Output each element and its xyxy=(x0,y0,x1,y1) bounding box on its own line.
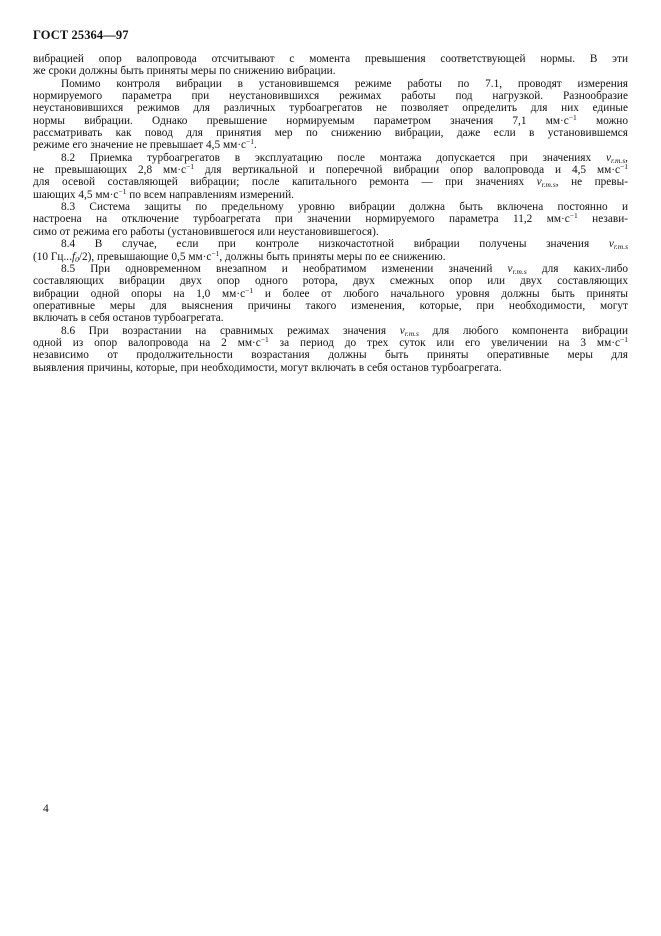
paragraph-transient-modes xyxy=(33,78,628,152)
paragraph-8-2 xyxy=(33,152,628,201)
text-line: 8.3 Система защиты по предельному уровню вибрации должна быть включена постоянно и xyxy=(61,201,628,214)
text-line: составляющих вибрации двух опор одного ротора, двух смежных опор или двух составляющих xyxy=(33,275,628,288)
text-line: включать в себя останов турбоагрегата. xyxy=(33,312,224,325)
text-line: одной из опор валопровода на 2 $мм\cdot с^{-1}$ за период до трех суток или его увеличении на 3 $мм\cdot с^{-1}$ xyxy=(33,334,628,349)
text-line: неустановившихся режимов для различных турбоагрегатов не позволяет определить для них единые xyxy=(33,102,628,115)
text-line: режиме его значение не превышает 4,5 $мм\cdot с^{-1}$. xyxy=(33,137,257,152)
text-line: 8.6 При возрастании на сравнимых режимах значения $v_{r.m.s}$ для любого компонента вибрации xyxy=(61,324,629,338)
text-line: же сроки должны быть приняты меры по снижению вибрации. xyxy=(33,65,336,78)
text-line: для осевой составляющей вибрации; после капитального ремонта — при значениях $v_{r.m.s}$, не превы- xyxy=(33,176,628,190)
text-line: не превышающих 2,8 $мм\cdot с^{-1}$ для вертикальной и поперечной вибрации опор валопровода и 4,5 $мм\cdot с^{-1}$ xyxy=(33,162,628,177)
paragraph-continuation xyxy=(33,53,628,78)
document-body xyxy=(33,53,628,374)
text-line: вибрацией опор валопровода отсчитывают с момента превышения соответствующей нормы. В эти xyxy=(33,53,628,65)
text-line: Помимо контроля вибрации в установившемся режиме работы по 7.1, проводят измерения xyxy=(61,77,628,90)
text-line: симо от режима его работы (установившегося или неустановившегося). xyxy=(33,225,379,238)
text-line: нормируемого параметра при неустановившихся режимах работы под нагрузкой. Разнообразие xyxy=(33,90,628,103)
paragraph-8-6 xyxy=(33,325,628,374)
text-line: 8.4 В случае, если при контроле низкочастотной вибрации получены значения $v_{r.m.s}$ xyxy=(61,238,629,252)
page-number: 4 xyxy=(43,803,49,815)
text-line: независимо от продолжительности возрастания должны быть приняты оперативные меры для xyxy=(33,349,628,362)
paragraph-8-5 xyxy=(33,263,628,325)
text-line: (10 $Гц...f_0/2$), превышающие 0,5 $мм\cdot с^{-1}$, должны быть приняты меры по ее снижению. xyxy=(33,248,446,264)
text-line: настроена на отключение турбоагрегата при значении нормируемого параметра 11,2 $мм\cdot с^{-1}$ незави- xyxy=(33,211,628,226)
text-line: 8.5 При одновременном внезапном и необратимом изменении значений $v_{r.m.s}$ для каких-либо xyxy=(61,262,628,276)
text-line: нормы вибрации. Однако превышение нормируемым параметром значения 7,1 $мм\cdot с^{-1}$ можно xyxy=(33,112,628,127)
text-line: 8.2 Приемка турбоагрегатов в эксплуатацию после монтажа допускается при значениях $v_{r.m.s}$, xyxy=(61,151,628,165)
paragraph-8-3 xyxy=(33,201,628,238)
text-line: шающих 4,5 $мм\cdot с^{-1}$ по всем направлениям измерений. xyxy=(33,186,294,201)
text-line: вибрации одной опоры на 1,0 $мм\cdot с^{-1}$ и более от любого начального уровня должны быть приняты xyxy=(33,285,628,300)
text-line: оперативные меры для выяснения причины такого изменения, которые, при необходимости, могут xyxy=(33,299,628,312)
text-line: выявления причины, которые, при необходимости, могут включать в себя останов турбоагрегата. xyxy=(33,361,502,374)
document-header: ГОСТ 25364—97 xyxy=(33,28,129,42)
paragraph-8-4 xyxy=(33,238,628,263)
text-line: рассматривать как повод для принятия мер по снижению вибрации, даже если в установившемся xyxy=(33,127,628,140)
